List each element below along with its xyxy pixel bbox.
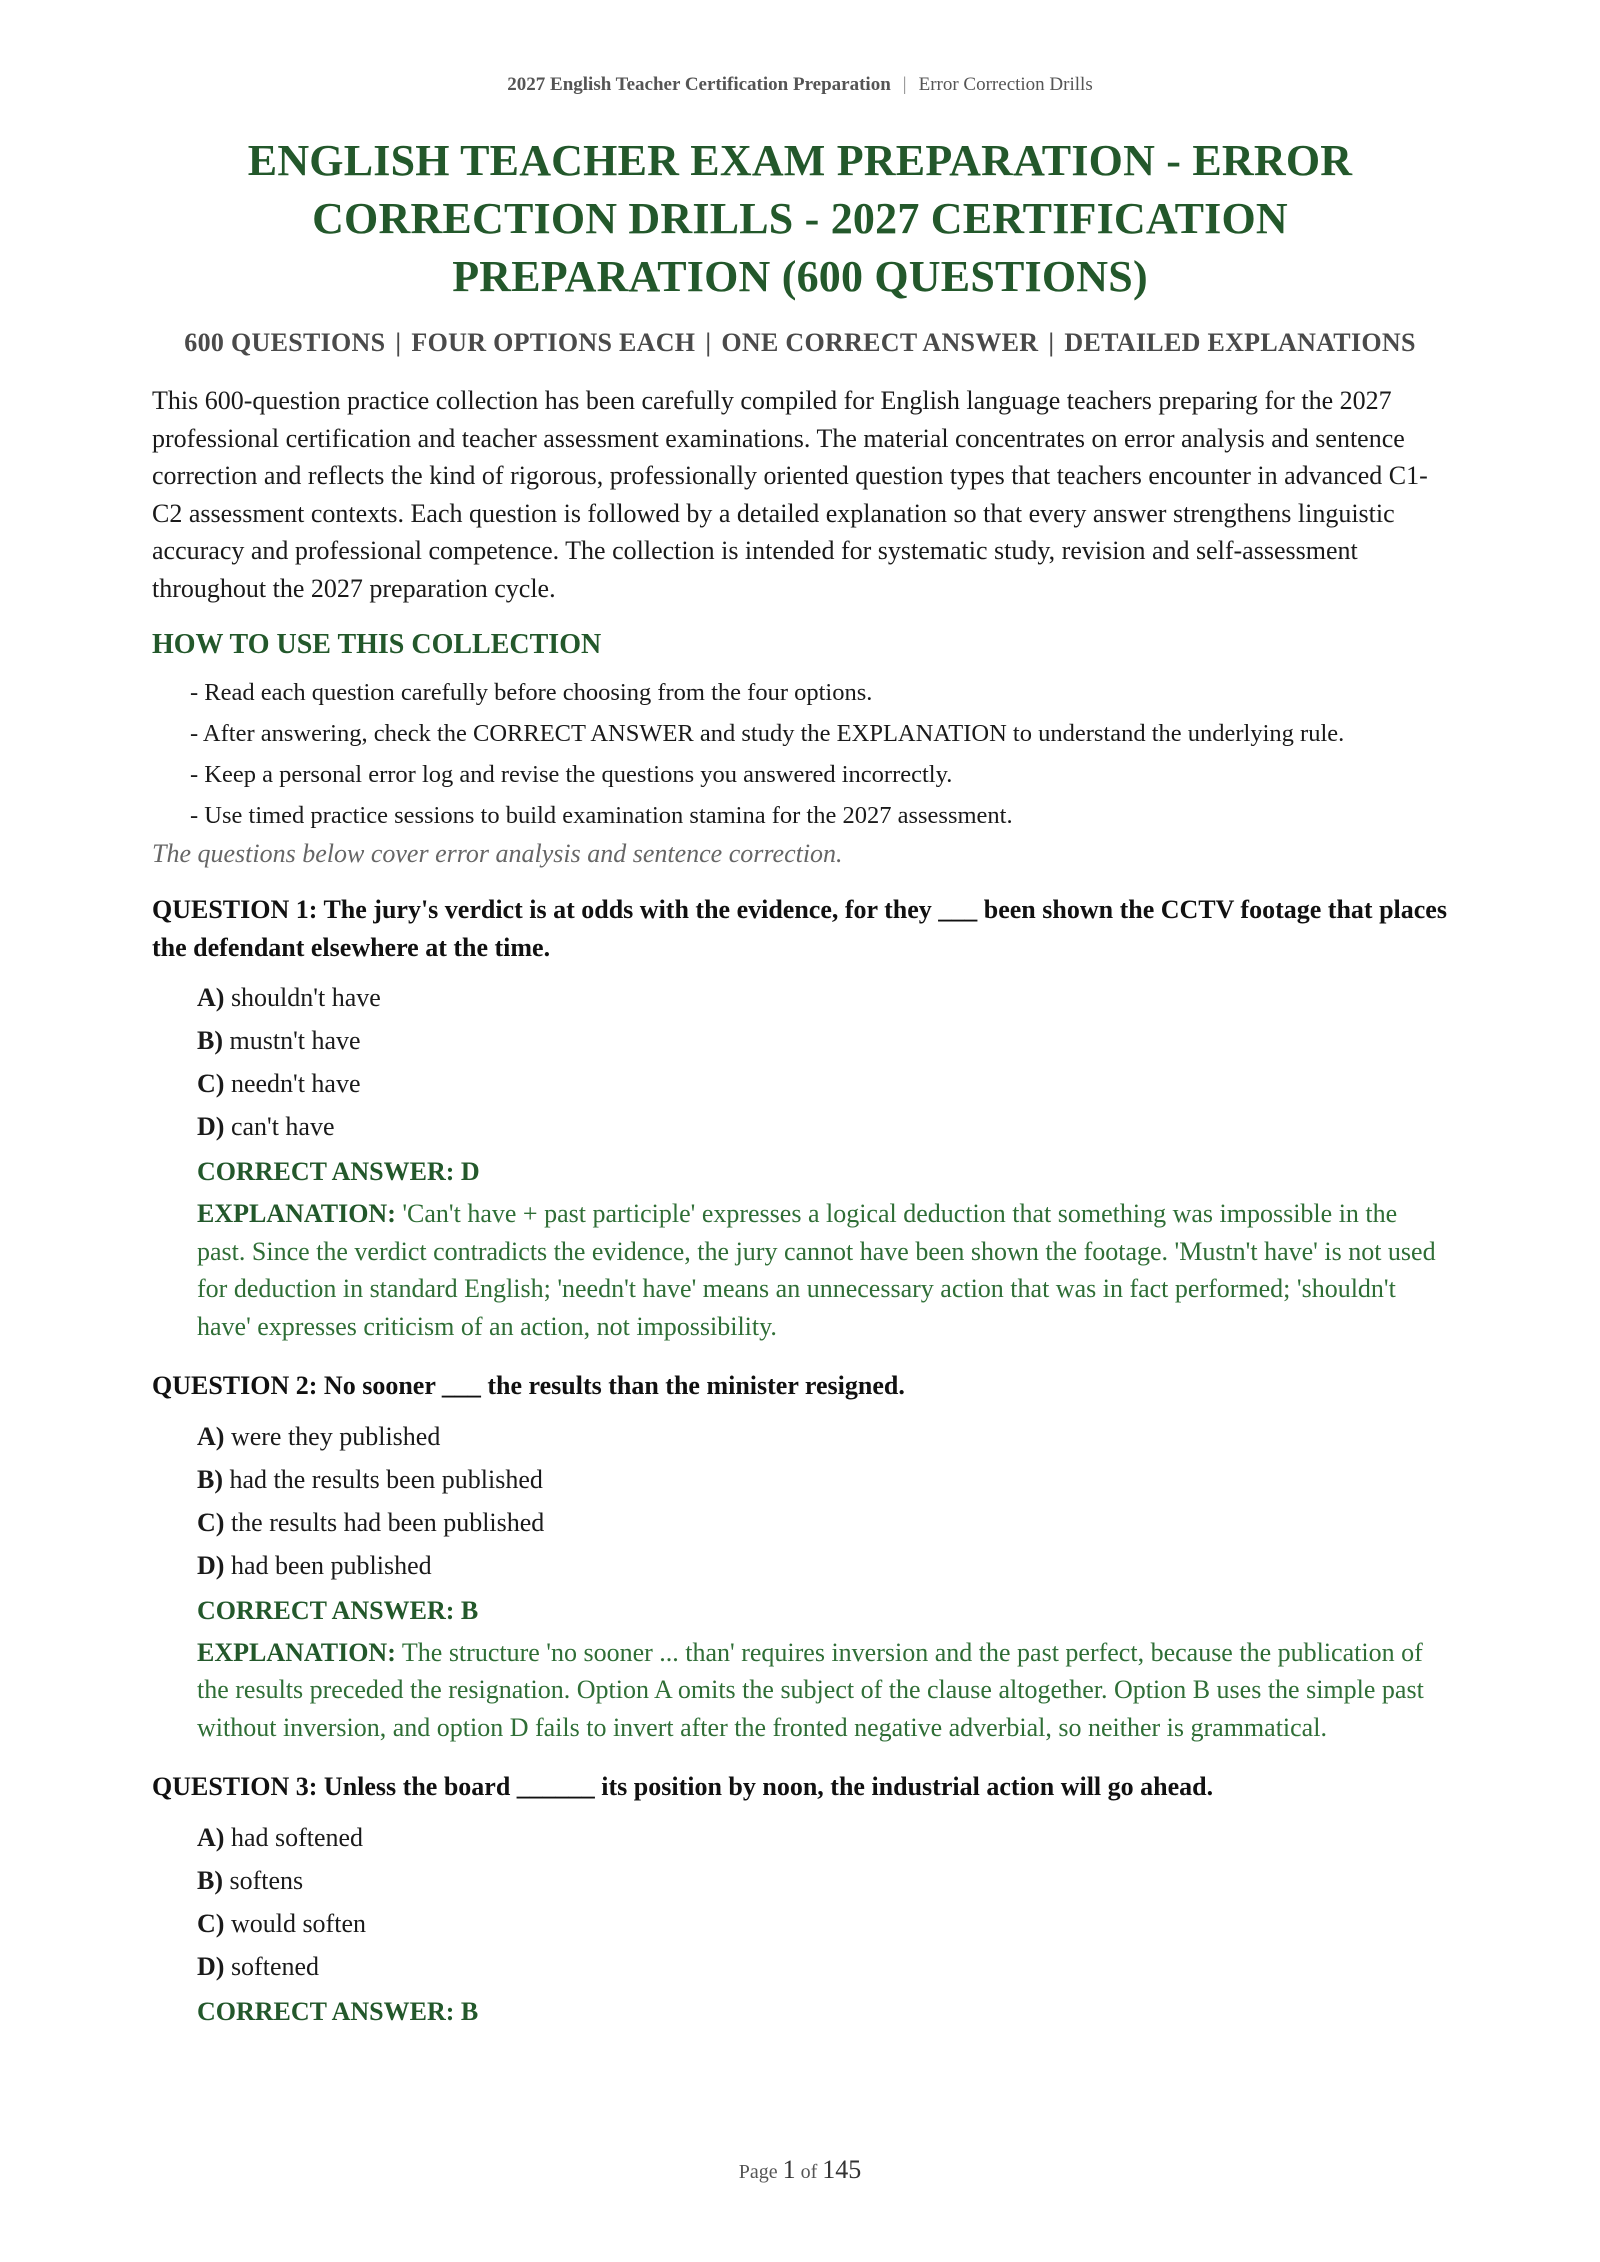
option-a <box>197 1415 1448 1458</box>
explanation-text: 'Can't have + past participle' expresses a logical deduction that something was impossible in the past. Since the verdict contradicts the evidence, the jury cannot have been shown the footage. 'Mustn't have' is not used for deduction in standard English; 'needn't have' means an unnecessary action that was in fact performed; 'shouldn't have' expresses criticism of an action, not impossibility. <box>197 1199 1436 1341</box>
subtitle-separator: | <box>395 328 402 357</box>
correct-answer: CORRECT ANSWER: B <box>197 1996 479 2026</box>
document-title: ENGLISH TEACHER EXAM PREPARATION - ERROR CORRECTION DRILLS - 2027 CERTIFICATION PREPARATION (600 QUESTIONS) <box>247 136 1353 301</box>
correct-answer: CORRECT ANSWER: B <box>197 1595 479 1625</box>
option-letter: A) <box>197 1421 225 1451</box>
option-text: softened <box>230 1951 320 1981</box>
option-letter: D) <box>197 1550 225 1580</box>
how-to-use-heading: HOW TO USE THIS COLLECTION <box>152 629 602 660</box>
subtitle-separator: | <box>1048 328 1055 357</box>
page-label: Page <box>738 2161 778 2183</box>
list-item: - Keep a personal error log and revise the questions you answered incorrectly. <box>190 761 953 788</box>
option-d <box>197 1544 1448 1587</box>
list-item: - Use timed practice sessions to build examination stamina for the 2027 assessment. <box>190 802 1013 829</box>
explanation <box>152 1634 1448 1747</box>
explanation-label: EXPLANATION: <box>197 1199 396 1228</box>
page-footer <box>0 2155 1600 2185</box>
document-subtitle <box>152 328 1448 358</box>
running-header-section: Error Correction Drills <box>918 74 1093 95</box>
intro-paragraph: This 600-question practice collection has been carefully compiled for English language teachers preparing for the 2027 professional certification and teacher assessment examinations. The material concentrates on error analysis and sentence correction and reflects the kind of rigorous, professionally oriented question types that teachers encounter in advanced C1-C2 assessment contexts. Each question is followed by a detailed explanation so that every answer strengthens linguistic accuracy and professional competence. The collection is intended for systematic study, revision and self-assessment throughout the 2027 preparation cycle. <box>152 386 1428 603</box>
question-stem: QUESTION 3: Unless the board ______ its position by noon, the industrial action will go ahead. <box>152 1772 1214 1801</box>
option-text: shouldn't have <box>230 983 381 1012</box>
option-d <box>197 1945 1448 1988</box>
option-letter: D) <box>197 1951 225 1981</box>
option-letter: B) <box>197 1026 223 1055</box>
option-letter: C) <box>197 1507 225 1537</box>
option-b <box>197 1859 1448 1902</box>
option-c <box>197 1062 1448 1105</box>
option-text: were they published <box>230 1421 441 1451</box>
explanation <box>152 1195 1448 1345</box>
explanation-text: The structure 'no sooner ... than' requires inversion and the past perfect, because the publication of the results preceded the resignation. Option A omits the subject of the clause altogether. Option B uses the simple past without inversion, and option D fails to invert after the fronted negative adverbial, so neither is grammatical. <box>197 1637 1424 1742</box>
subtitle-item: DETAILED EXPLANATIONS <box>1064 328 1416 357</box>
option-text: had softened <box>230 1822 364 1852</box>
list-item: - After answering, check the CORRECT ANSWER and study the EXPLANATION to understand the underlying rule. <box>190 720 1345 747</box>
option-text: had been published <box>230 1550 432 1580</box>
option-b <box>197 1019 1448 1062</box>
option-letter: C) <box>197 1069 225 1098</box>
page-of-label: of <box>800 2161 818 2183</box>
running-header-separator: | <box>902 74 907 95</box>
subtitle-separator: | <box>705 328 712 357</box>
option-text: can't have <box>230 1112 335 1141</box>
option-text: had the results been published <box>229 1464 543 1494</box>
running-header <box>0 74 1600 96</box>
list-item: - Read each question carefully before choosing from the four options. <box>190 679 873 706</box>
option-letter: A) <box>197 1822 225 1852</box>
question-2 <box>152 1367 1448 1746</box>
question-stem: QUESTION 1: The jury's verdict is at odds with the evidence, for they ___ been shown the CCTV footage that places the defendant elsewhere at the time. <box>152 895 1447 962</box>
option-list <box>152 976 1448 1148</box>
correct-answer: CORRECT ANSWER: D <box>197 1157 480 1186</box>
coverage-note: The questions below cover error analysis and sentence correction. <box>152 839 843 868</box>
question-3 <box>152 1768 1448 2033</box>
option-text: would soften <box>230 1908 366 1938</box>
page-number: 1 <box>782 2155 796 2184</box>
option-d <box>197 1105 1448 1148</box>
page-content <box>152 132 1448 2033</box>
option-letter: A) <box>197 983 225 1012</box>
question-stem: QUESTION 2: No sooner ___ the results than the minister resigned. <box>152 1371 905 1400</box>
option-c <box>197 1902 1448 1945</box>
option-text: mustn't have <box>229 1026 361 1055</box>
option-letter: D) <box>197 1112 225 1141</box>
option-a <box>197 976 1448 1019</box>
page-total: 145 <box>822 2155 862 2184</box>
subtitle-item: ONE CORRECT ANSWER <box>721 328 1039 357</box>
how-to-use-list <box>152 675 1448 834</box>
option-letter: C) <box>197 1908 225 1938</box>
option-c <box>197 1501 1448 1544</box>
option-list <box>152 1816 1448 1988</box>
option-text: needn't have <box>230 1069 361 1098</box>
option-text: the results had been published <box>230 1507 545 1537</box>
option-letter: B) <box>197 1464 223 1494</box>
option-list <box>152 1415 1448 1587</box>
question-1 <box>152 891 1448 1345</box>
running-header-title: 2027 English Teacher Certification Preparation <box>507 74 891 95</box>
subtitle-item: FOUR OPTIONS EACH <box>411 328 696 357</box>
option-letter: B) <box>197 1865 223 1895</box>
option-a <box>197 1816 1448 1859</box>
explanation-label: EXPLANATION: <box>197 1637 396 1667</box>
option-b <box>197 1458 1448 1501</box>
option-text: softens <box>229 1865 304 1895</box>
subtitle-item: 600 QUESTIONS <box>184 328 386 357</box>
